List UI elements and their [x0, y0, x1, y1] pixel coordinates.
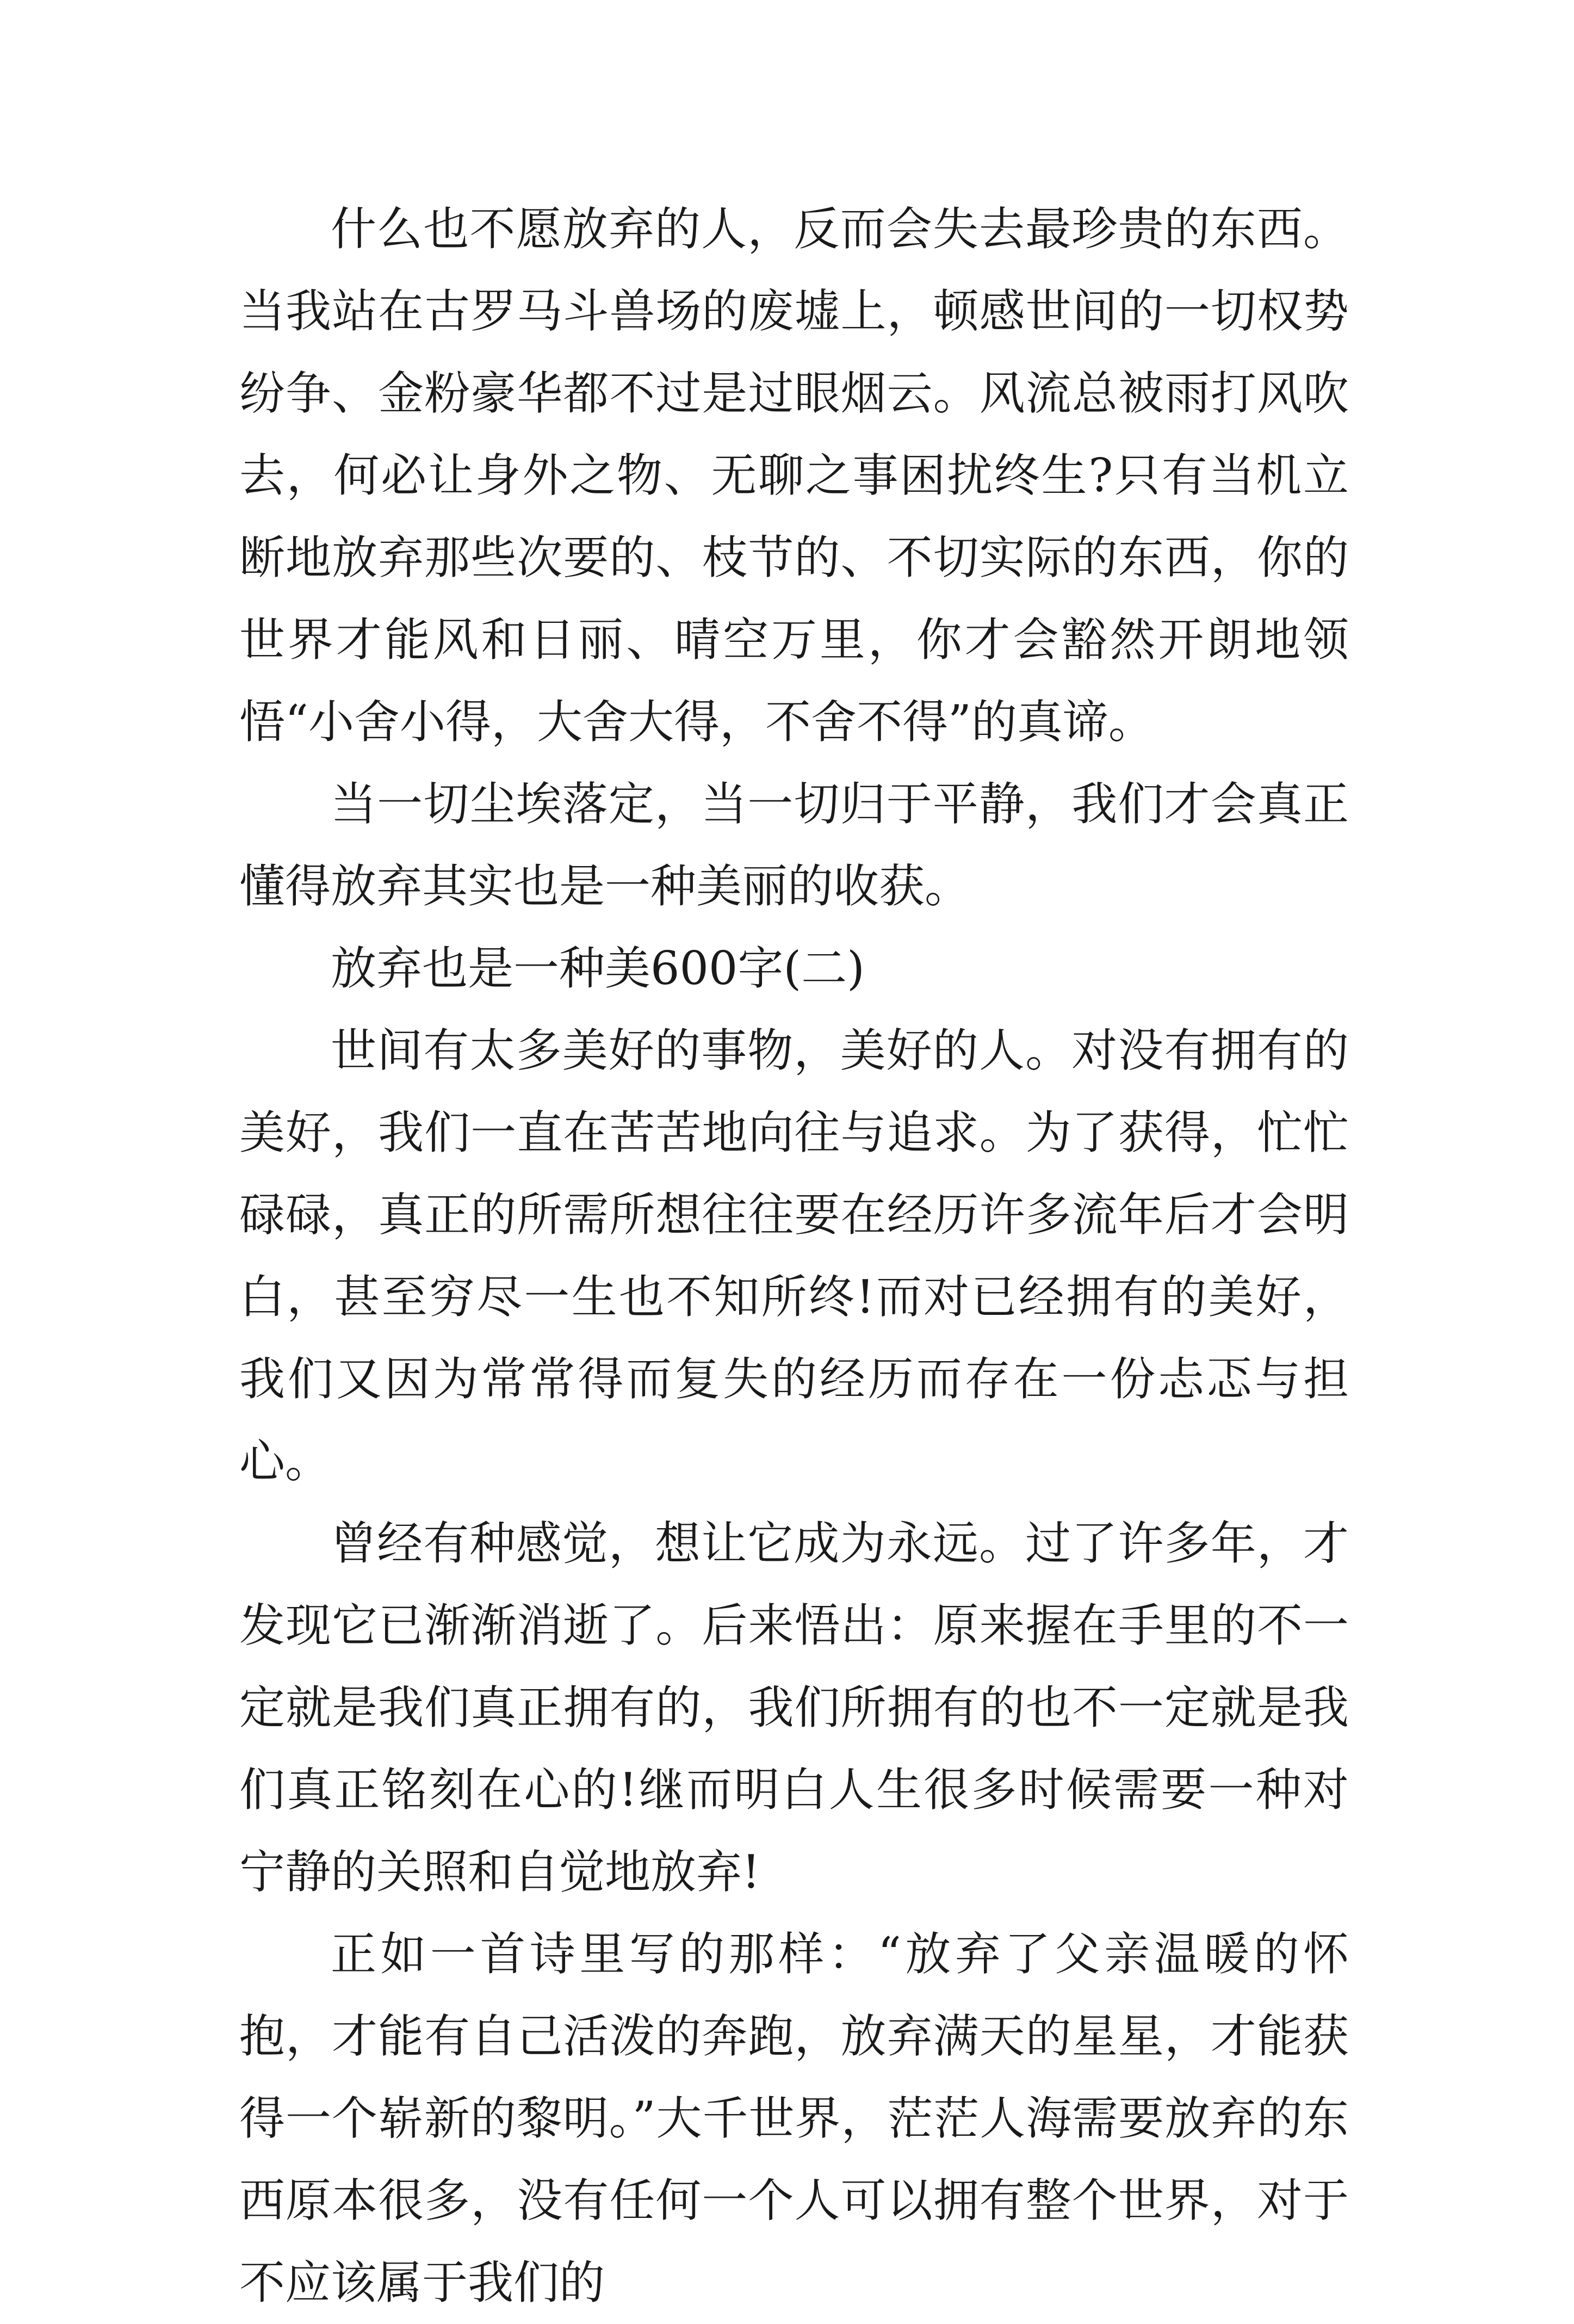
paragraph-4: 曾经有种感觉，想让它成为永远。过了许多年，才发现它已渐渐消逝了。后来悟出：原来握在手里的不一定就是我们真正拥有的，我们所拥有的也不一定就是我们真正铭刻在心的!继而明白人生很多时候需要一种对宁静的关照和自觉地放弃!: [239, 1517, 1349, 1899]
document-body: [239, 188, 1349, 2324]
paragraph-5: 正如一首诗里写的那样：“放弃了父亲温暖的怀抱，才能有自己活泼的奔跑，放弃满天的星星，才能获得一个崭新的黎明。”大千世界，茫茫人海需要放弃的东西原本很多，没有任何一个人可以拥有整个世界，对于不应该属于我们的: [239, 1927, 1349, 2309]
section-heading: 放弃也是一种美600字(二): [331, 942, 865, 995]
paragraph-3: 世间有太多美好的事物，美好的人。对没有拥有的美好，我们一直在苦苦地向往与追求。为了获得，忙忙碌碌，真正的所需所想往往要在经历许多流年后才会明白，甚至穷尽一生也不知所终!而对已经拥有的美好，我们又因为常常得而复失的经历而存在一份忐忑与担心。: [239, 1024, 1349, 1488]
paragraph-1: 什么也不愿放弃的人，反而会失去最珍贵的东西。当我站在古罗马斗兽场的废墟上，顿感世间的一切权势纷争、金粉豪华都不过是过眼烟云。风流总被雨打风吹去，何必让身外之物、无聊之事困扰终生?只有当机立断地放弃那些次要的、枝节的、不切实际的东西，你的世界才能风和日丽、晴空万里，你才会豁然开朗地领悟“小舍小得，大舍大得，不舍不得”的真谛。: [239, 202, 1349, 749]
paragraph-2: 当一切尘埃落定，当一切归于平静，我们才会真正懂得放弃其实也是一种美丽的收获。: [239, 777, 1349, 913]
